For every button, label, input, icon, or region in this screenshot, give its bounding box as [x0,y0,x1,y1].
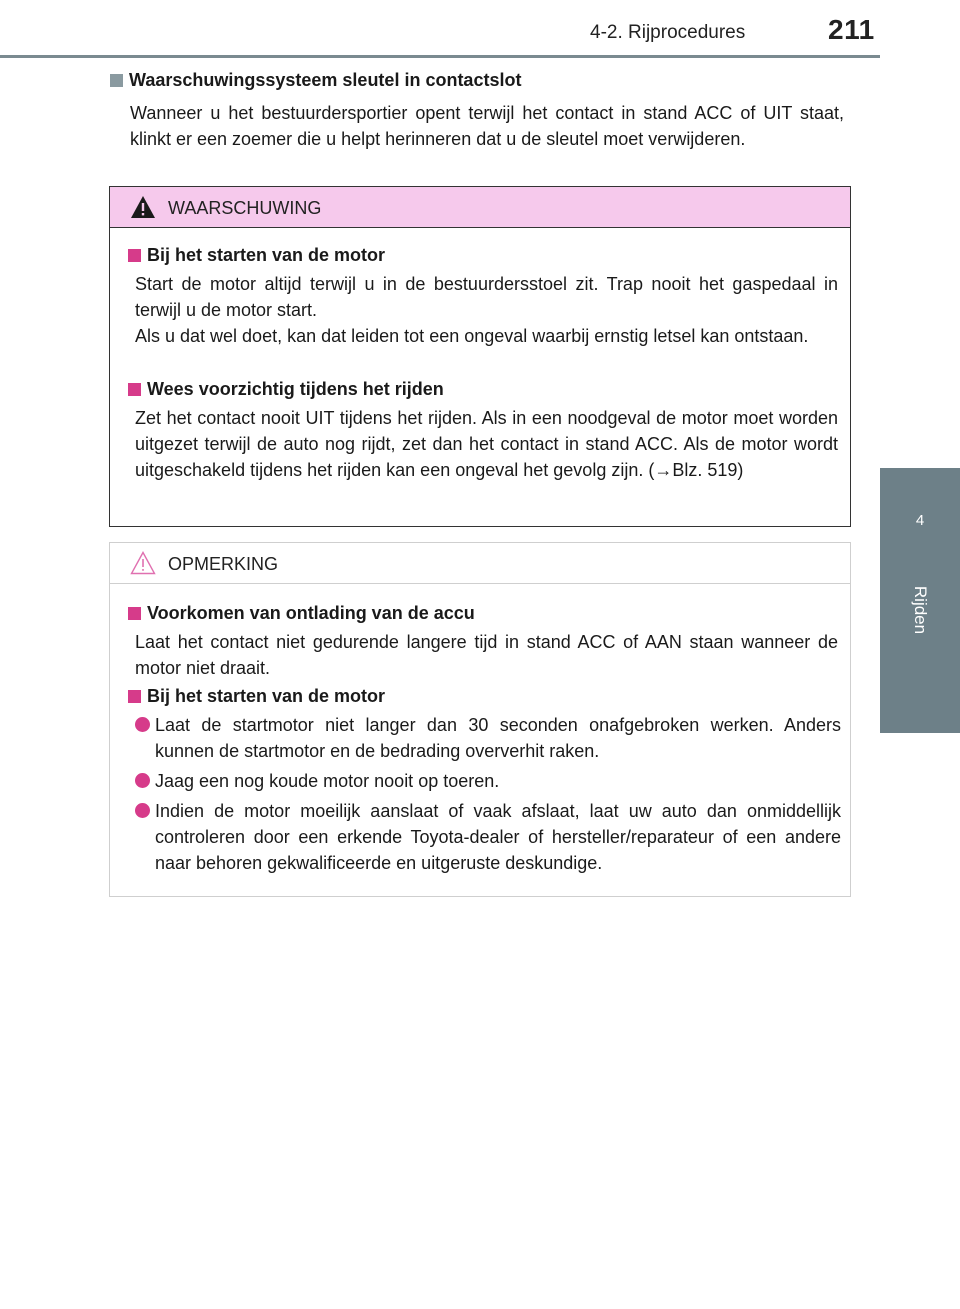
square-bullet-icon [128,383,141,396]
warning-section-title [128,379,444,400]
warning-section-body: Start de motor altijd terwijl u in de bestuurdersstoel zit. Trap nooit het gaspedaal in terwijl u de motor start. [135,274,838,320]
intro-title [110,70,521,91]
notice-header [110,543,850,584]
warning-section-body: Zet het contact nooit UIT tijdens het rijden. Als in een noodgeval de motor moet worden uitgezet terwijl de auto nog rijdt, zet dan het contact in stand ACC. Als de motor wordt uitgeschakeld tijdens het rijden kan een ongeval het gevolg zijn. (→Blz. 519) [135,408,838,480]
circle-bullet-icon [135,803,150,818]
notice-box [109,542,851,897]
square-bullet-icon [128,690,141,703]
circle-bullet-icon [135,717,150,732]
warning-section-body: Als u dat wel doet, kan dat leiden tot een ongeval waarbij ernstig letsel kan ontstaan. [135,326,809,346]
chapter-label: Rijden [911,585,930,635]
warning-triangle-icon [130,195,156,219]
page-number: 211 [828,14,875,45]
circle-bullet-icon [135,773,150,788]
list-item [135,712,841,764]
notice-section-title-text: Bij het starten van de motor [147,686,386,706]
list-item-text: Laat de startmotor niet langer dan 30 seconden onafgebroken werken. Anders kunnen de startmotor en de bedrading oververhit raken. [155,715,841,761]
list-item-text: Jaag een nog koude motor nooit op toeren. [155,771,500,791]
warning-header [110,187,850,228]
notice-label: OPMERKING [168,554,279,574]
notice-section-title-text: Voorkomen van ontlading van de accu [147,603,475,623]
list-item-text: Indien de motor moeilijk aanslaat of vaak afslaat, laat uw auto dan onmiddellijk controleren door een erkende Toyota-dealer of hersteller/reparateur of een andere naar behoren gekwalificeerde en uitgeruste deskundige. [155,801,841,873]
list-item [135,768,841,794]
intro-title-text: Waarschuwingssysteem sleutel in contactslot [129,70,522,90]
warning-section-title [128,245,385,266]
intro-body: Wanneer u het bestuurdersportier opent terwijl het contact in stand ACC of UIT staat, klinkt er een zoemer die u helpt herinneren dat u de sleutel moet verwijderen. [130,103,844,149]
notice-section-body: Laat het contact niet gedurende langere tijd in stand ACC of AAN staan wanneer de motor niet draait. [135,632,838,678]
notice-section-title [128,686,385,707]
chapter-number: 4 [915,512,925,529]
header-divider [0,55,880,58]
list-item [135,798,841,876]
notice-section-title [128,603,475,624]
warning-box [109,186,851,527]
warning-section-title-text: Bij het starten van de motor [147,245,386,265]
square-bullet-icon [128,607,141,620]
square-bullet-icon [128,249,141,262]
caution-triangle-icon [130,551,156,575]
warning-section-title-text: Wees voorzichtig tijdens het rijden [147,379,444,399]
chapter-label-wrap [880,575,960,645]
section-title: 4-2. Rijprocedures [590,22,746,43]
warning-label: WAARSCHUWING [168,198,322,218]
square-bullet-icon [110,74,123,87]
